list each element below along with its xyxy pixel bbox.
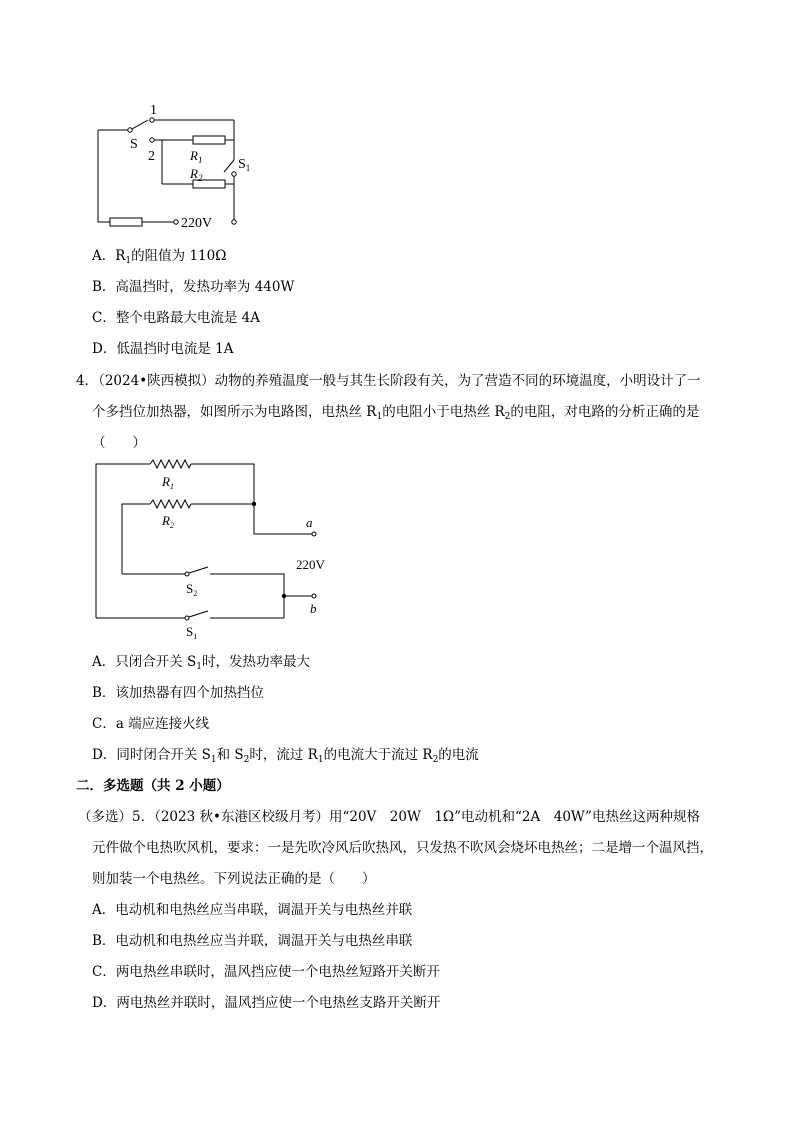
q4-label-s1: $S_1$: [186, 624, 198, 641]
q3-option-a: A．$R_1$的阻值为 110Ω: [92, 248, 227, 266]
q3-label-voltage: 220V: [181, 216, 213, 231]
q5-option-a: A．电动机和电热丝应当串联，调温开关与电热丝并联: [92, 902, 413, 918]
q5-option-b: B．电动机和电热丝应当并联，调温开关与电热丝串联: [92, 933, 413, 949]
q5-stem-line1: （多选）5．（2023 秋•东港区校级月考）用“20V 20W 1Ω”电动机和“2A 40W”电热丝这两种规格: [78, 809, 700, 825]
q4-option-b: B．该加热器有四个加热挡位: [92, 685, 264, 701]
q4-circuit-diagram: [90, 452, 340, 647]
q5-stem-line2: 元件做个电热吹风机，要求：一是先吹冷风后吹热风，只发热不吹风会烧坏电热丝；二是增一个温风挡，: [92, 840, 713, 856]
q4-option-d: D．同时闭合开关 $S_1$和 $S_2$时，流过 $R_1$的电流大于流过 $R_2$的电流: [92, 747, 479, 765]
q3-option-d: D．低温挡时电流是 1A: [92, 341, 234, 357]
q5-stem-line3: 则加装一个电热丝。下列说法正确的是（ ）: [92, 871, 376, 887]
q4-stem-line3: （ ）: [92, 435, 146, 451]
q4-label-a: a: [306, 515, 313, 530]
q4-stem-line1: 4．（2024•陕西模拟）动物的养殖温度一般与其生长阶段有关，为了营造不同的环境温度，小明设计了一: [76, 373, 701, 389]
q3-circuit-diagram: [88, 100, 258, 232]
q4-option-c: C．a 端应连接火线: [92, 716, 210, 732]
q4-label-voltage: 220V: [296, 557, 325, 572]
q3-label-node2: 2: [148, 149, 155, 164]
q4-option-a: A．只闭合开关 $S_1$时，发热功率最大: [92, 654, 311, 672]
q4-label-b: b: [310, 601, 317, 616]
q4-label-r1: $R_1$: [162, 474, 174, 491]
q3-label-s1: $S_1$: [238, 157, 251, 173]
q3-label-r2: $R_2$: [190, 166, 203, 183]
q3-option-b: B．高温挡时，发热功率为 440W: [92, 279, 295, 295]
q3-label-r1: $R_1$: [190, 148, 203, 165]
section-heading-multiple-choice: 二．多选题（共 2 小题）: [76, 778, 230, 794]
q4-stem-line2: 个多挡位加热器，如图所示为电路图，电热丝 $R_1$的电阻小于电热丝 $R_2$的电阻，对电路的分析正确的是: [92, 404, 700, 422]
q4-label-s2: $S_2$: [186, 581, 198, 598]
q5-option-d: D．两电热丝并联时，温风挡应使一个电热丝支路开关断开: [92, 995, 441, 1011]
q5-option-c: C．两电热丝串联时，温风挡应使一个电热丝短路开关断开: [92, 964, 440, 980]
q3-label-switch-s: S: [130, 137, 138, 152]
q3-option-c: C．整个电路最大电流是 4A: [92, 310, 260, 326]
q4-label-r2: $R_2$: [162, 513, 174, 530]
q3-label-node1: 1: [150, 103, 157, 118]
